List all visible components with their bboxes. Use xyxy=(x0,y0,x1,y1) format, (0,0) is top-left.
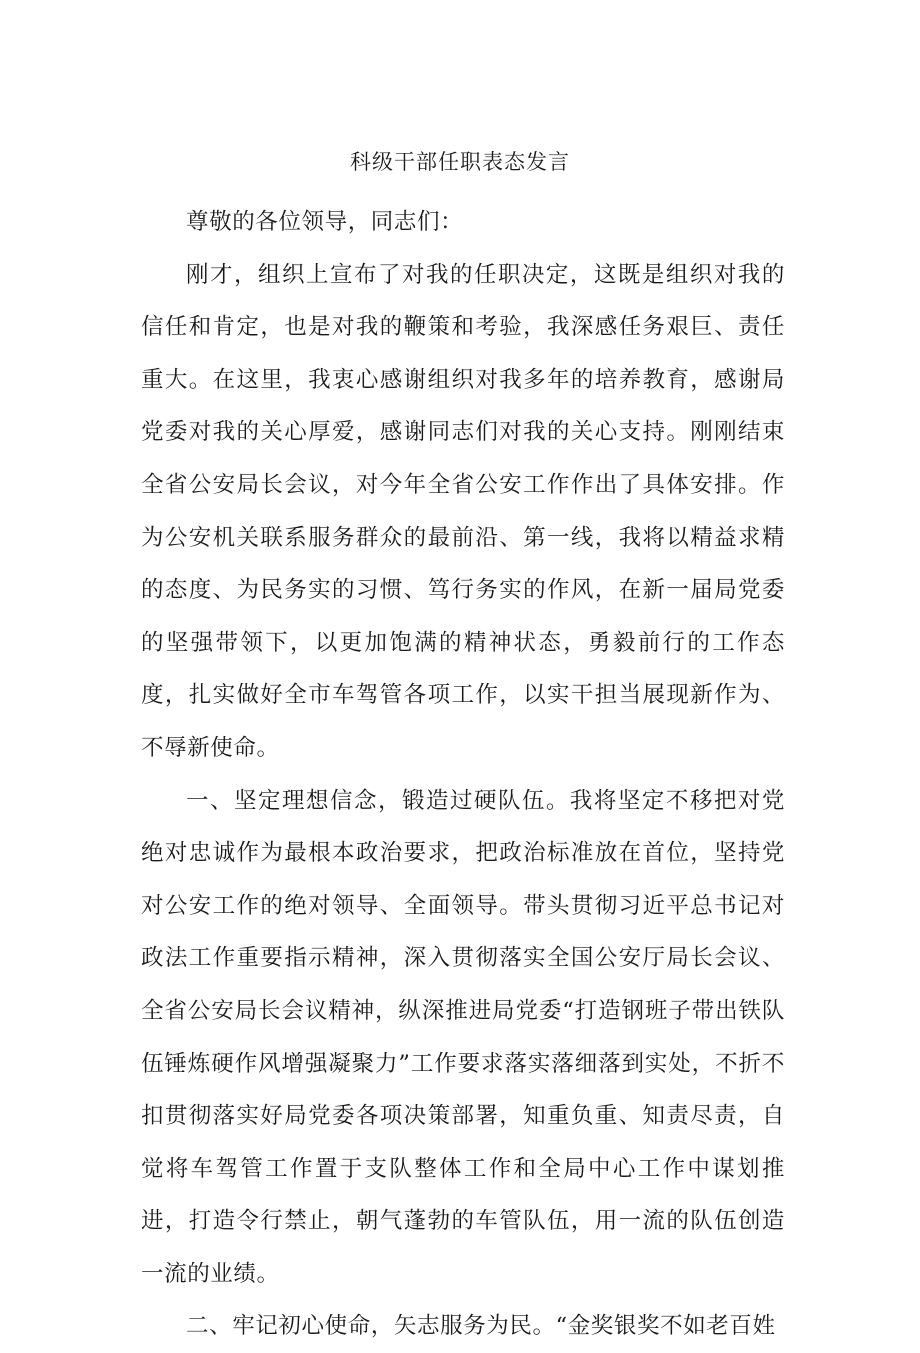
paragraph-section-one: 一、坚定理想信念，锻造过硬队伍。我将坚定不移把对党绝对忠诚作为最根本政治要求，把政治标准放在首位，坚持党对公安工作的绝对领导、全面领导。带头贯彻习近平总书记对政法工作重要指示精神，深入贯彻落实全国公安厅局长会议、全省公安局长会议精神，纵深推进局党委“打造钢班子带出铁队伍锤炼硬作风增强凝聚力”工作要求落实落细落到实处，不折不扣贯彻落实好局党委各项决策部署，知重负重、知责尽责，自觉将车驾管工作置于支队整体工作和全局中心工作中谋划推进，打造令行禁止，朝气蓬勃的车管队伍，用一流的队伍创造一流的业绩。 xyxy=(141,787,785,1287)
paragraph-section-two: 二、牢记初心使命，矢志服务为民。“金奖银奖不如老百姓 xyxy=(186,1313,776,1340)
salutation: 尊敬的各位领导，同志们： xyxy=(186,209,464,235)
document-title: 科级干部任职表态发言 xyxy=(350,150,570,174)
paragraph-appointment: 刚才，组织上宣布了对我的任职决定，这既是组织对我的信任和肯定，也是对我的鞭策和考验，我深感任务艰巨、责任重大。在这里，我衷心感谢组织对我多年的培养教育，感谢局党委对我的关心厚爱，感谢同志们对我的关心支持。刚刚结束全省公安局长会议，对今年全省公安工作作出了具体安排。作为公安机关联系服务群众的最前沿、第一线，我将以精益求精的态度、为民务实的习惯、笃行务实的作风，在新一届局党委的坚强带领下，以更加饱满的精神状态，勇毅前行的工作态度，扎实做好全市车驾管各项工作，以实干担当展现新作为、不辱新使命。 xyxy=(141,261,785,761)
document-body xyxy=(141,196,785,1353)
